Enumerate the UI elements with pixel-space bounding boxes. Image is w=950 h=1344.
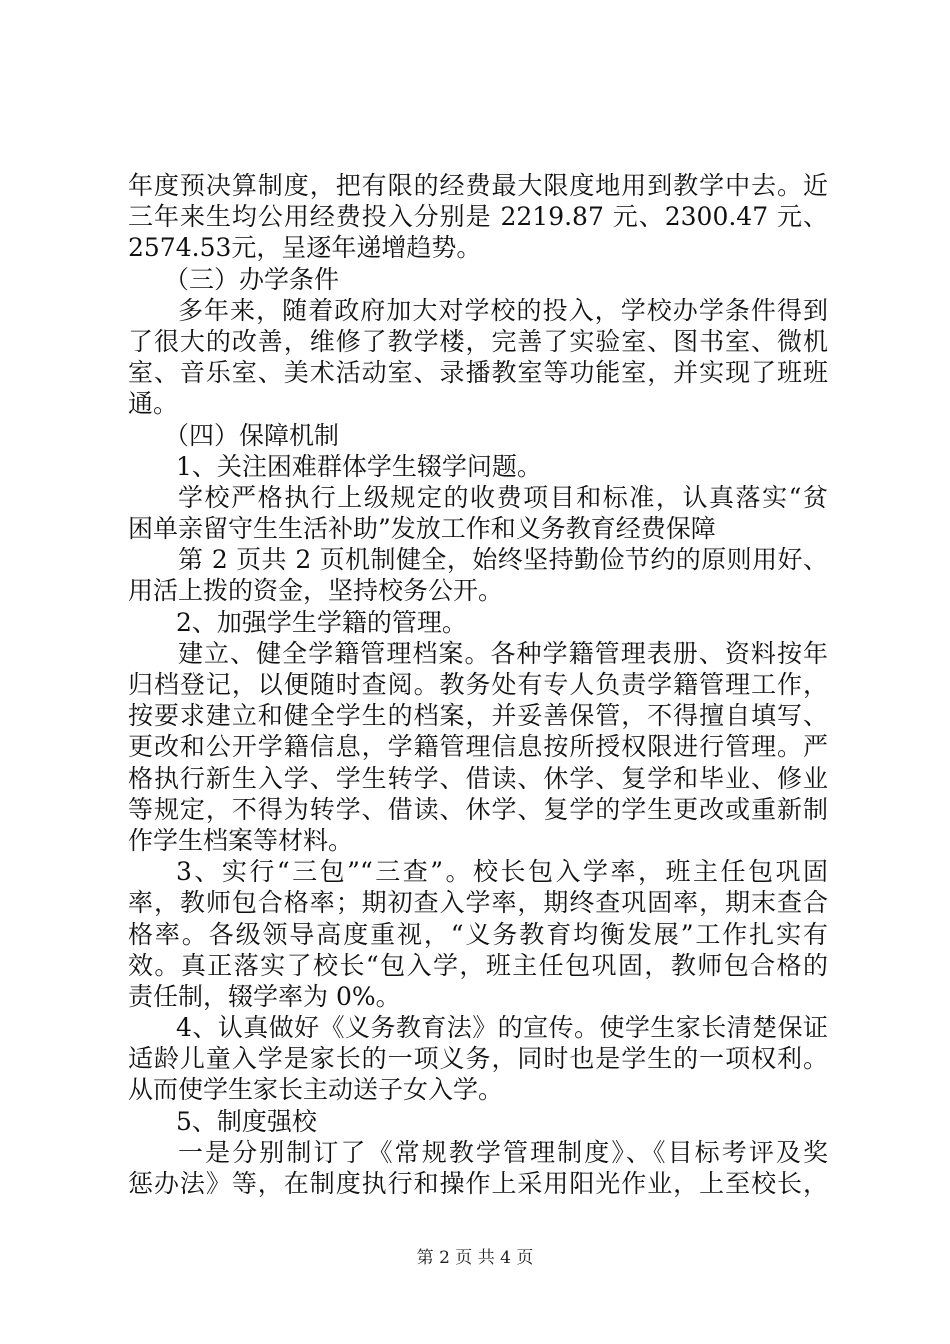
text-line: 格率。各级领导高度重视，“义务教育均衡发展”工作扎实有 — [128, 919, 828, 949]
text-line: 惩办法》等，在制度执行和操作上采用阳光作业，上至校长， — [128, 1169, 828, 1198]
text-line: 2574.53元，呈逐年递增趋势。 — [128, 233, 482, 263]
text-line: 2、加强学生学籍的管理。 — [176, 607, 467, 637]
text-line: （四）保障机制 — [164, 420, 340, 450]
text-line: 归档登记，以便随时查阅。教务处有专人负责学籍管理工作， — [128, 670, 828, 699]
text-line: 三年来生均公用经费投入分别是 2219.87 元、2300.47 元、 — [128, 202, 828, 232]
text-line: 困单亲留守生生活补助”发放工作和义务教育经费保障 — [128, 514, 716, 544]
text-line: 3、实行“三包”“三查”。校长包入学率，班主任包巩固 — [176, 857, 828, 887]
text-line: 格执行新生入学、学生转学、借读、休学、复学和毕业、修业 — [128, 763, 828, 793]
document-body — [128, 170, 828, 1199]
text-line: 一是分别制订了《常规教学管理制度》、《目标考评及奖 — [178, 1137, 828, 1167]
text-line: 学校严格执行上级规定的收费项目和标准，认真落实“贫 — [178, 482, 828, 512]
text-line: 效。真正落实了校长“包入学，班主任包巩固，教师包合格的 — [128, 950, 828, 980]
text-line: 4、认真做好《义务教育法》的宣传。使学生家长清楚保证 — [176, 1013, 828, 1043]
text-line: 更改和公开学籍信息，学籍管理信息按所授权限进行管理。严 — [128, 732, 828, 762]
text-line: 适龄儿童入学是家长的一项义务，同时也是学生的一项权利。 — [128, 1044, 828, 1074]
text-line: 第 2 页共 2 页机制健全，始终坚持勤俭节约的原则用好、 — [178, 545, 828, 575]
text-line: 作学生档案等材料。 — [128, 825, 354, 855]
text-line: 年度预决算制度，把有限的经费最大限度地用到教学中去。近 — [128, 171, 828, 200]
text-line: 按要求建立和健全学生的档案，并妥善保管，不得擅自填写、 — [128, 701, 828, 731]
text-line: 了很大的改善，维修了教学楼，完善了实验室、图书室、微机 — [128, 326, 828, 356]
page-footer: 第 2 页 共 4 页 — [416, 1248, 534, 1268]
text-line: 率，教师包合格率；期初查入学率，期终查巩固率，期末查合 — [128, 888, 828, 918]
text-line: 建立、健全学籍管理档案。各种学籍管理表册、资料按年 — [178, 638, 828, 668]
text-line: 等规定，不得为转学、借读、休学、复学的学生更改或重新制 — [128, 794, 828, 824]
text-line: 责任制，辍学率为 0%。 — [128, 981, 401, 1011]
text-line: 1、关注困难群体学生辍学问题。 — [176, 451, 542, 481]
text-line: 室、音乐室、美术活动室、录播教室等功能室，并实现了班班 — [128, 358, 828, 388]
text-line: 用活上拨的资金，坚持校务公开。 — [128, 576, 504, 606]
text-line: 多年来，随着政府加大对学校的投入，学校办学条件得到 — [178, 295, 828, 325]
text-line: （三）办学条件 — [164, 264, 340, 294]
text-line: 通。 — [128, 389, 179, 419]
text-line: 5、制度强校 — [176, 1106, 317, 1136]
text-line: 从而使学生家长主动送子女入学。 — [128, 1075, 504, 1105]
